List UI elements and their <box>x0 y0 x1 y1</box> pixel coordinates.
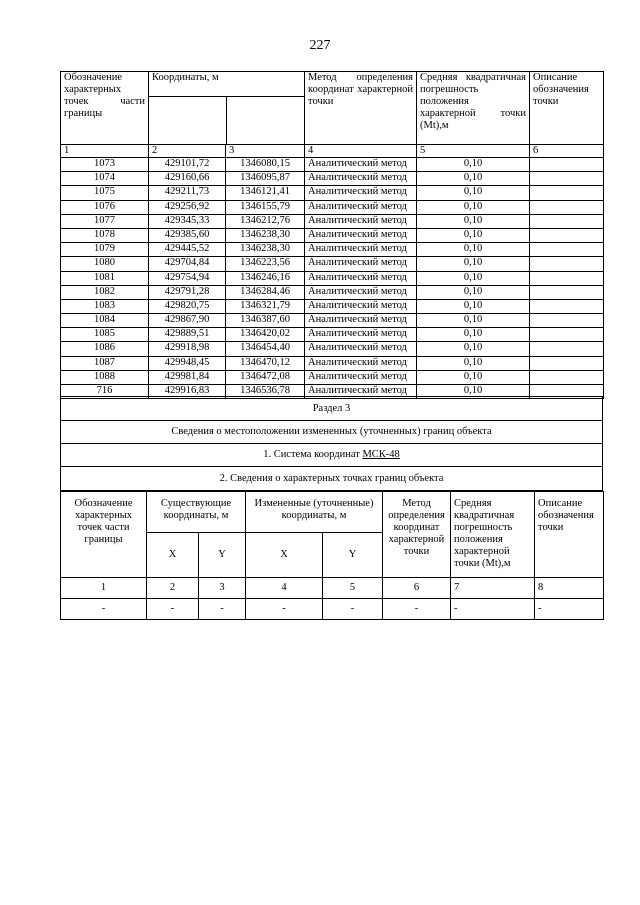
y-cell: 1346212,76 <box>226 214 305 228</box>
point-cell: 1074 <box>61 172 149 186</box>
coordinate-system-name: МСК-48 <box>362 449 400 460</box>
point-cell: 1088 <box>61 370 149 384</box>
table-row <box>61 257 604 271</box>
accuracy-cell: 0,10 <box>417 257 530 271</box>
dash-cell: - <box>323 599 383 620</box>
y-cell: 1346223,56 <box>226 257 305 271</box>
table-row <box>61 158 604 172</box>
header-changed-y: Y <box>323 533 383 578</box>
table-row <box>61 299 604 313</box>
x-cell: 429211,73 <box>149 186 226 200</box>
table-row <box>61 356 604 370</box>
y-cell: 1346238,30 <box>226 228 305 242</box>
col-number: 1 <box>61 578 147 599</box>
page-number: 227 <box>309 38 331 53</box>
point-cell: 1075 <box>61 186 149 200</box>
description-cell <box>530 228 604 242</box>
col-number: 1 <box>61 145 149 158</box>
method-cell: Аналитический метод <box>305 271 417 285</box>
col-number: 8 <box>535 578 604 599</box>
header-existing-x: X <box>147 533 199 578</box>
accuracy-cell: 0,10 <box>417 228 530 242</box>
point-cell: 1087 <box>61 356 149 370</box>
description-cell <box>530 342 604 356</box>
x-cell: 429916,83 <box>149 385 226 399</box>
method-cell: Аналитический метод <box>305 172 417 186</box>
table-row <box>61 243 604 257</box>
accuracy-cell: 0,10 <box>417 328 530 342</box>
x-cell: 429345,33 <box>149 214 226 228</box>
x-cell: 429101,72 <box>149 158 226 172</box>
point-cell: 1078 <box>61 228 149 242</box>
col-number: 3 <box>226 145 305 158</box>
description-cell <box>530 158 604 172</box>
table-row <box>61 285 604 299</box>
y-cell: 1346536,78 <box>226 385 305 399</box>
description-cell <box>530 172 604 186</box>
y-cell: 1346387,60 <box>226 314 305 328</box>
x-cell: 429704,84 <box>149 257 226 271</box>
table-row <box>61 370 604 384</box>
accuracy-cell: 0,10 <box>417 385 530 399</box>
method-cell: Аналитический метод <box>305 158 417 172</box>
col-number: 4 <box>246 578 323 599</box>
header-method: Метод определения координат характерной точки <box>383 492 451 578</box>
table-row <box>61 228 604 242</box>
dash-cell: - <box>246 599 323 620</box>
col-number: 2 <box>147 578 199 599</box>
description-cell <box>530 186 604 200</box>
points-table <box>60 71 604 399</box>
y-cell: 1346321,79 <box>226 299 305 313</box>
accuracy-cell: 0,10 <box>417 342 530 356</box>
point-cell: 1077 <box>61 214 149 228</box>
point-cell: 1073 <box>61 158 149 172</box>
point-cell: 1084 <box>61 314 149 328</box>
section-block <box>60 396 603 491</box>
changed-points-table <box>60 491 604 620</box>
header-coords-x <box>149 97 227 144</box>
coordinate-system-prefix: 1. Система координат <box>263 449 363 460</box>
header-description: Описание обозначения точки <box>535 492 604 578</box>
table-row <box>61 342 604 356</box>
method-cell: Аналитический метод <box>305 243 417 257</box>
point-cell: 1082 <box>61 285 149 299</box>
point-cell: 1080 <box>61 257 149 271</box>
point-cell: 1083 <box>61 299 149 313</box>
y-cell: 1346284,46 <box>226 285 305 299</box>
accuracy-cell: 0,10 <box>417 186 530 200</box>
accuracy-cell: 0,10 <box>417 172 530 186</box>
y-cell: 1346238,30 <box>226 243 305 257</box>
col-number: 6 <box>383 578 451 599</box>
col-number: 7 <box>451 578 535 599</box>
accuracy-cell: 0,10 <box>417 314 530 328</box>
x-cell: 429445,52 <box>149 243 226 257</box>
method-cell: Аналитический метод <box>305 356 417 370</box>
dash-cell: - <box>451 599 535 620</box>
method-cell: Аналитический метод <box>305 186 417 200</box>
point-cell: 1085 <box>61 328 149 342</box>
method-cell: Аналитический метод <box>305 257 417 271</box>
x-cell: 429918,98 <box>149 342 226 356</box>
accuracy-cell: 0,10 <box>417 214 530 228</box>
x-cell: 429948,45 <box>149 356 226 370</box>
y-cell: 1346155,79 <box>226 200 305 214</box>
x-cell: 429385,60 <box>149 228 226 242</box>
accuracy-cell: 0,10 <box>417 370 530 384</box>
y-cell: 1346246,16 <box>226 271 305 285</box>
header-coords-sub <box>149 96 304 144</box>
header-description: Описание обозначения точки <box>530 72 604 145</box>
table-row <box>61 328 604 342</box>
method-cell: Аналитический метод <box>305 314 417 328</box>
x-cell: 429889,51 <box>149 328 226 342</box>
col-number: 6 <box>530 145 604 158</box>
description-cell <box>530 200 604 214</box>
x-cell: 429791,28 <box>149 285 226 299</box>
description-cell <box>530 257 604 271</box>
method-cell: Аналитический метод <box>305 370 417 384</box>
y-cell: 1346420,02 <box>226 328 305 342</box>
section-info: Сведения о местоположении измененных (уточненных) границ объекта <box>61 421 603 444</box>
method-cell: Аналитический метод <box>305 385 417 399</box>
description-cell <box>530 356 604 370</box>
method-cell: Аналитический метод <box>305 200 417 214</box>
y-cell: 1346472,08 <box>226 370 305 384</box>
header-accuracy: Средняя квадратичная погрешность положения характерной точки (Mt),м <box>417 72 530 145</box>
point-cell: 716 <box>61 385 149 399</box>
description-cell <box>530 370 604 384</box>
y-cell: 1346454,40 <box>226 342 305 356</box>
section-title: Раздел 3 <box>61 397 603 421</box>
accuracy-cell: 0,10 <box>417 299 530 313</box>
col-number: 5 <box>417 145 530 158</box>
table-row <box>61 200 604 214</box>
header-coords-y <box>227 97 304 144</box>
y-cell: 1346095,87 <box>226 172 305 186</box>
accuracy-cell: 0,10 <box>417 243 530 257</box>
method-cell: Аналитический метод <box>305 299 417 313</box>
method-cell: Аналитический метод <box>305 285 417 299</box>
col-number: 5 <box>323 578 383 599</box>
x-cell: 429754,94 <box>149 271 226 285</box>
accuracy-cell: 0,10 <box>417 356 530 370</box>
description-cell <box>530 243 604 257</box>
y-cell: 1346080,15 <box>226 158 305 172</box>
header-changed: Измененные (уточненные) координаты, м <box>246 492 383 533</box>
header-changed-x: X <box>246 533 323 578</box>
description-cell <box>530 285 604 299</box>
y-cell: 1346470,12 <box>226 356 305 370</box>
table-row <box>61 271 604 285</box>
description-cell <box>530 271 604 285</box>
dash-cell: - <box>147 599 199 620</box>
table-row <box>61 314 604 328</box>
x-cell: 429160,66 <box>149 172 226 186</box>
table-row <box>61 172 604 186</box>
point-cell: 1086 <box>61 342 149 356</box>
x-cell: 429256,92 <box>149 200 226 214</box>
coordinate-system <box>61 444 603 467</box>
header-existing: Существующие координаты, м <box>147 492 246 533</box>
method-cell: Аналитический метод <box>305 214 417 228</box>
point-cell: 1076 <box>61 200 149 214</box>
description-cell <box>530 214 604 228</box>
header-coords <box>149 72 305 145</box>
accuracy-cell: 0,10 <box>417 158 530 172</box>
method-cell: Аналитический метод <box>305 228 417 242</box>
header-point: Обозначение характерных точек части границы <box>61 492 147 578</box>
description-cell <box>530 328 604 342</box>
x-cell: 429867,90 <box>149 314 226 328</box>
header-method: Метод определения координат характерной точки <box>305 72 417 145</box>
y-cell: 1346121,41 <box>226 186 305 200</box>
col-number: 2 <box>149 145 226 158</box>
dash-cell: - <box>199 599 246 620</box>
accuracy-cell: 0,10 <box>417 271 530 285</box>
method-cell: Аналитический метод <box>305 342 417 356</box>
col-number: 3 <box>199 578 246 599</box>
points-title: 2. Сведения о характерных точках границ объекта <box>61 467 603 491</box>
point-cell: 1081 <box>61 271 149 285</box>
header-coords-label: Координаты, м <box>152 72 219 83</box>
header-accuracy: Средняя квадратичная погрешность положения характерной точки (Mt),м <box>451 492 535 578</box>
point-cell: 1079 <box>61 243 149 257</box>
x-cell: 429981,84 <box>149 370 226 384</box>
dash-cell: - <box>535 599 604 620</box>
dash-cell: - <box>61 599 147 620</box>
table-row <box>61 186 604 200</box>
accuracy-cell: 0,10 <box>417 200 530 214</box>
description-cell <box>530 299 604 313</box>
x-cell: 429820,75 <box>149 299 226 313</box>
description-cell <box>530 314 604 328</box>
header-existing-y: Y <box>199 533 246 578</box>
table-row <box>61 214 604 228</box>
accuracy-cell: 0,10 <box>417 285 530 299</box>
col-number: 4 <box>305 145 417 158</box>
method-cell: Аналитический метод <box>305 328 417 342</box>
dash-cell: - <box>383 599 451 620</box>
header-point: Обозначение характерных точек части границы <box>61 72 149 145</box>
